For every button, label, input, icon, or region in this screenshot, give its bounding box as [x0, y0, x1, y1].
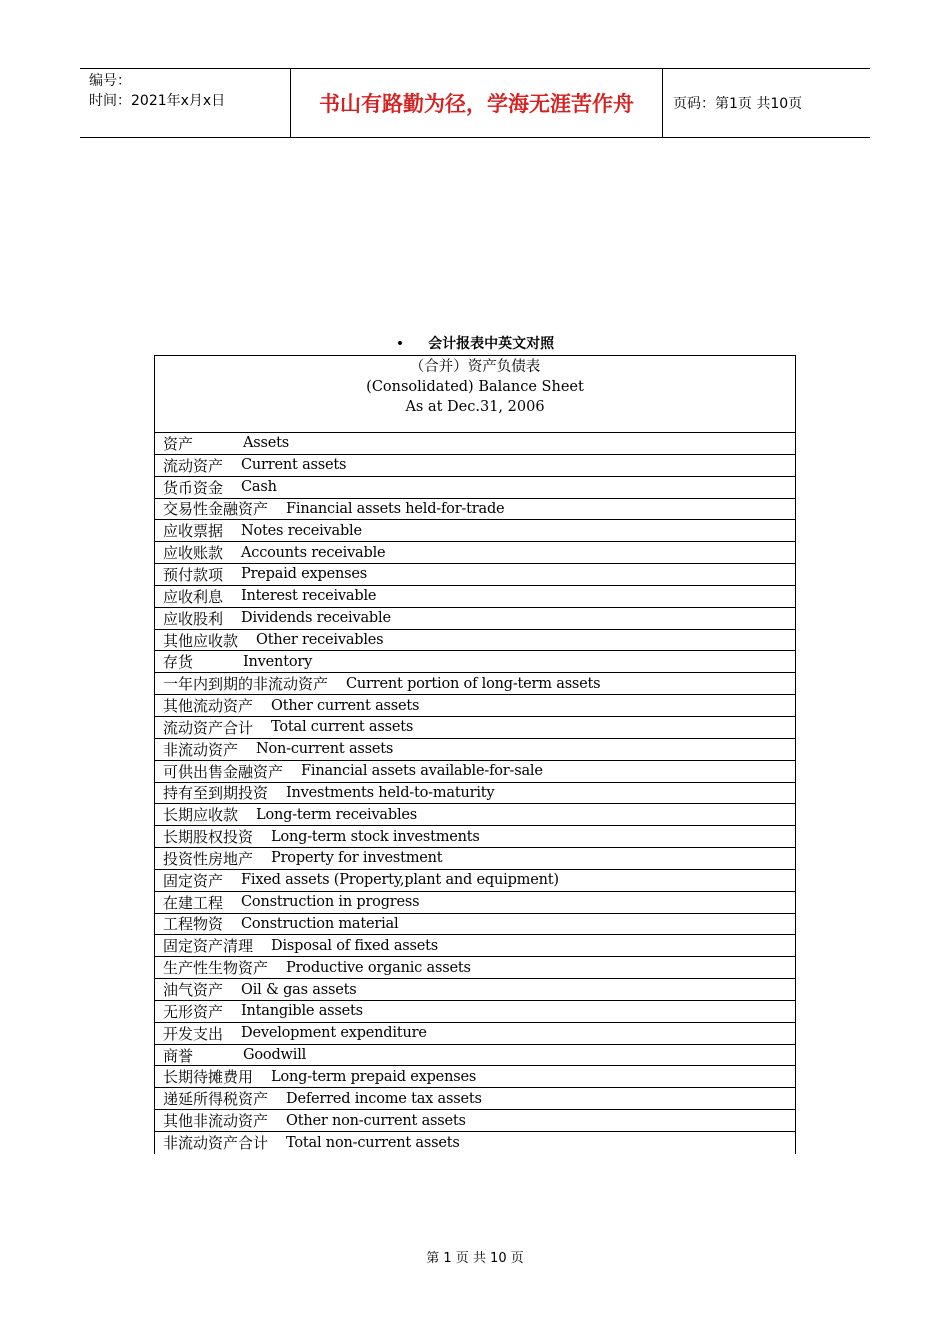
row-label-cn: 应收账款	[163, 544, 224, 563]
row-label-en: Notes receivable	[241, 522, 362, 539]
row-label-cn: 工程物资	[163, 915, 224, 934]
table-row	[155, 935, 795, 957]
table-row	[155, 477, 795, 499]
row-label-cn: 持有至到期投资	[163, 784, 269, 803]
row-label-cn: 生产性生物资产	[163, 959, 269, 978]
table-row	[155, 673, 795, 695]
row-label-en: Other receivables	[256, 632, 384, 649]
row-label-en: Non-current assets	[256, 741, 394, 758]
bullet-icon: •	[395, 336, 405, 352]
table-row	[155, 892, 795, 914]
row-label-cn: 在建工程	[163, 893, 224, 912]
row-label-en: Long-term prepaid expenses	[271, 1068, 477, 1085]
row-label-en: Current assets	[241, 457, 347, 474]
row-label-cn: 一年内到期的非流动资产	[163, 675, 329, 694]
row-label-en: Accounts receivable	[241, 544, 386, 561]
code-label: 编号：	[89, 73, 131, 89]
row-label-en: Productive organic assets	[286, 959, 471, 976]
row-label-en: Cash	[241, 479, 277, 496]
page-footer: 第 1 页 共 10 页	[426, 1251, 524, 1266]
table-row	[155, 564, 795, 586]
table-row	[155, 783, 795, 805]
row-label-en: Prepaid expenses	[241, 566, 367, 583]
row-label-cn: 应收利息	[163, 587, 224, 606]
row-label-en: Property for investment	[271, 850, 443, 867]
sheet-title-en: (Consolidated) Balance Sheet	[366, 379, 584, 395]
row-label-en: Deferred income tax assets	[286, 1090, 482, 1107]
table-row	[155, 695, 795, 717]
row-label-cn: 资产	[163, 434, 194, 453]
row-label-cn: 固定资产清理	[163, 937, 254, 956]
row-label-en: Disposal of fixed assets	[271, 937, 438, 954]
table-row	[155, 1110, 795, 1132]
table-row	[155, 608, 795, 630]
document-title-text: 会计报表中英文对照	[428, 336, 555, 352]
sheet-rows	[155, 433, 795, 1154]
row-label-cn: 交易性金融资产	[163, 500, 269, 519]
row-label-cn: 无形资产	[163, 1002, 224, 1021]
balance-sheet-table	[154, 355, 796, 1154]
table-row	[155, 1088, 795, 1110]
row-label-en: Dividends receivable	[241, 610, 391, 627]
row-label-en: Financial assets available-for-sale	[301, 763, 543, 780]
row-label-cn: 预付款项	[163, 565, 224, 584]
header-page-info: 页码：第1页 共10页	[673, 96, 803, 112]
row-label-cn: 长期应收款	[163, 806, 239, 825]
row-label-en: Other current assets	[271, 697, 420, 714]
table-row	[155, 1023, 795, 1045]
table-row	[155, 914, 795, 936]
row-label-cn: 长期待摊费用	[163, 1068, 254, 1087]
table-row	[155, 433, 795, 455]
row-label-en: Construction material	[241, 915, 399, 932]
document-title	[0, 333, 950, 353]
table-row	[155, 848, 795, 870]
row-label-en: Intangible assets	[241, 1003, 363, 1020]
row-label-cn: 流动资产	[163, 456, 224, 475]
table-row	[155, 870, 795, 892]
row-label-en: Long-term receivables	[256, 806, 418, 823]
row-label-en: Construction in progress	[241, 894, 420, 911]
sheet-heading	[155, 356, 795, 433]
row-label-en: Total non-current assets	[286, 1134, 460, 1151]
time-label: 时间：2021年x月x日	[89, 93, 226, 109]
row-label-cn: 非流动资产	[163, 740, 239, 759]
row-label-en: Other non-current assets	[286, 1112, 466, 1129]
row-label-cn: 商誉	[163, 1046, 194, 1065]
table-row	[155, 1132, 795, 1154]
table-row	[155, 1066, 795, 1088]
row-label-cn: 应收票据	[163, 522, 224, 541]
table-row	[155, 1001, 795, 1023]
row-label-cn: 货币资金	[163, 478, 224, 497]
header-motto: 书山有路勤为径，学海无涯苦作舟	[291, 69, 663, 137]
table-row	[155, 651, 795, 673]
sheet-title-cn: （合并）资产负债表	[409, 359, 541, 375]
header-meta	[80, 69, 291, 137]
table-row	[155, 542, 795, 564]
row-label-cn: 流动资产合计	[163, 718, 254, 737]
row-label-en: Current portion of long-term assets	[346, 675, 601, 692]
row-label-cn: 存货	[163, 653, 194, 672]
row-label-cn: 固定资产	[163, 871, 224, 890]
row-label-en: Interest receivable	[241, 588, 377, 605]
table-row	[155, 630, 795, 652]
row-label-cn: 应收股利	[163, 609, 224, 628]
row-label-cn: 其他应收款	[163, 631, 239, 650]
table-row	[155, 1045, 795, 1067]
row-label-en: Inventory	[243, 653, 313, 670]
row-label-en: Oil & gas assets	[241, 981, 357, 998]
row-label-en: Financial assets held-for-trade	[286, 500, 505, 517]
row-label-cn: 递延所得税资产	[163, 1090, 269, 1109]
table-row	[155, 826, 795, 848]
table-row	[155, 761, 795, 783]
row-label-en: Investments held-to-maturity	[286, 784, 495, 801]
row-label-cn: 可供出售金融资产	[163, 762, 284, 781]
row-label-cn: 长期股权投资	[163, 828, 254, 847]
row-label-cn: 油气资产	[163, 981, 224, 1000]
table-row	[155, 804, 795, 826]
row-label-cn: 其他流动资产	[163, 697, 254, 716]
row-label-en: Assets	[243, 435, 290, 452]
table-row	[155, 957, 795, 979]
row-label-en: Long-term stock investments	[271, 828, 480, 845]
sheet-date: As at Dec.31, 2006	[405, 399, 545, 415]
table-row	[155, 586, 795, 608]
row-label-cn: 其他非流动资产	[163, 1112, 269, 1131]
row-label-cn: 开发支出	[163, 1024, 224, 1043]
table-row	[155, 739, 795, 761]
row-label-cn: 非流动资产合计	[163, 1134, 269, 1153]
row-label-en: Goodwill	[243, 1047, 307, 1064]
table-row	[155, 455, 795, 477]
row-label-en: Total current assets	[271, 719, 414, 736]
page-header	[80, 68, 870, 138]
table-row	[155, 499, 795, 521]
row-label-cn: 投资性房地产	[163, 849, 254, 868]
table-row	[155, 979, 795, 1001]
table-row	[155, 520, 795, 542]
row-label-en: Fixed assets (Property,plant and equipment)	[241, 872, 559, 889]
table-row	[155, 717, 795, 739]
row-label-en: Development expenditure	[241, 1025, 427, 1042]
